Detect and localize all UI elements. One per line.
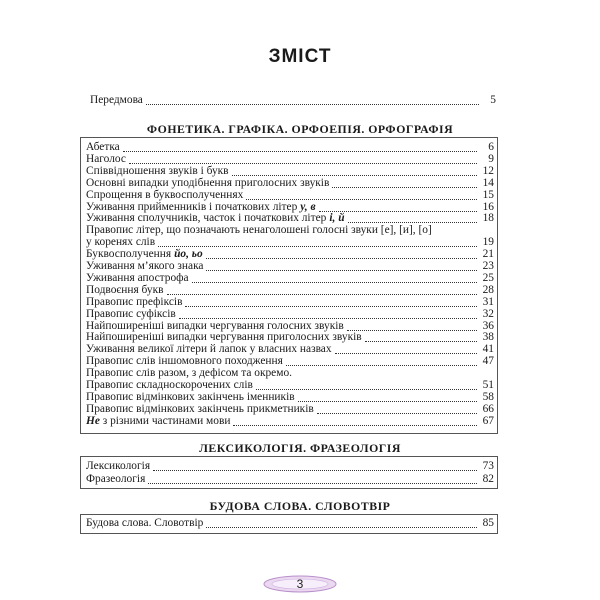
toc-entry-text: Правопис відмінкових закінчень іменників: [86, 390, 295, 403]
leader-dots: [146, 104, 479, 105]
toc-entry[interactable]: [86, 473, 494, 486]
leader-dots: [179, 318, 477, 319]
toc-entry-page: 15: [482, 188, 494, 201]
section-heading-word-formation: БУДОВА СЛОВА. СЛОВОТВІР: [209, 499, 391, 513]
toc-entry[interactable]: [86, 415, 494, 428]
toc-entry-page: 41: [482, 343, 494, 356]
toc-entry-label: [86, 460, 150, 473]
toc-entry-text: Правопис літер, що позначають ненаголошені голосні звуки [е], [и], [о]: [86, 224, 432, 237]
toc-entry-label: [86, 415, 230, 428]
toc-entry-text: Основні випадки уподібнення приголосних звуків: [86, 176, 330, 189]
toc-entry-page: 58: [482, 390, 494, 403]
leader-dots: [185, 306, 477, 307]
toc-entry-page: 47: [482, 355, 494, 368]
page-number: 3: [296, 577, 304, 591]
toc-entry-page: 36: [482, 319, 494, 332]
toc-entry-text: Абетка: [86, 141, 120, 153]
toc-entry-page: 21: [482, 248, 494, 261]
toc-entry[interactable]: [86, 517, 494, 530]
toc-entry-page: 31: [482, 295, 494, 308]
toc-entry-text: Фразеологія: [86, 472, 146, 485]
page-title: ЗМІСТ: [268, 46, 332, 67]
toc-entry-text: Правопис слів разом, з дефісом та окремо.: [86, 367, 292, 380]
leader-dots: [317, 413, 477, 414]
toc-entry-preface[interactable]: [90, 94, 496, 107]
toc-entry-text: Подвоєння букв: [86, 283, 164, 296]
toc-entry-page: 32: [482, 307, 494, 320]
toc-entry-text: Уживання м’якого знака: [86, 260, 204, 272]
leader-dots: [348, 222, 477, 223]
toc-entry-page: 5: [490, 94, 496, 106]
leader-dots: [192, 282, 477, 283]
leader-dots: [347, 330, 477, 331]
leader-dots: [206, 270, 477, 271]
section-heading-phonetics: ФОНЕТИКА. ГРАФІКА. ОРФОЕПІЯ. ОРФОГРАФІЯ: [146, 122, 454, 136]
leader-dots: [129, 163, 477, 164]
toc-entry-text: Найпоширеніші випадки чергування голосних звуків: [86, 319, 344, 332]
leader-dots: [232, 175, 477, 176]
toc-entry-page: 38: [482, 331, 494, 344]
toc-entry-text: Лексикологія: [86, 460, 151, 472]
leader-dots: [167, 294, 477, 295]
toc-entry-text: Буквосполучення: [86, 248, 172, 261]
leader-dots: [246, 199, 477, 200]
toc-entry-page: 16: [482, 200, 494, 213]
toc-entry-text: Будова слова. Словотвір: [86, 517, 204, 529]
toc-entry-label: Передмова: [90, 94, 143, 106]
toc-entry-page: 67: [482, 414, 494, 427]
toc-entry-suffix: йо, ьо: [174, 248, 203, 261]
toc-entry-prefix: Не: [86, 414, 100, 427]
toc-entry-page: 6: [488, 141, 494, 153]
toc-entry-page: 28: [482, 283, 494, 296]
leader-dots: [158, 246, 477, 247]
toc-entry-page: 82: [482, 472, 494, 485]
leader-dots: [286, 365, 477, 366]
toc-entry-page: 85: [482, 517, 494, 529]
toc-entry-suffix: у, в: [300, 200, 316, 213]
toc-entry-text: з різними частинами мови: [99, 414, 231, 427]
toc-entry-text: Правопис слів іншомовного походження: [86, 355, 283, 368]
toc-entry-text: Уживання сполучників, часток і початкових літер: [86, 212, 327, 225]
toc-entry-label: [86, 517, 203, 530]
toc-entry-text: Спрощення в буквосполученнях: [86, 188, 244, 201]
toc-entry-text: Правопис префіксів: [86, 295, 183, 308]
leader-dots: [206, 527, 477, 528]
leader-dots: [153, 470, 477, 471]
toc-entry-page: 23: [482, 260, 494, 272]
toc-entry-text: Наголос: [86, 152, 126, 165]
toc-entry-text: Правопис складноскорочених слів: [86, 379, 253, 391]
leader-dots: [148, 483, 477, 484]
toc-entry-page: 51: [482, 379, 494, 391]
toc-entry-text: Уживання великої літери й лапок у власних назвах: [86, 343, 332, 356]
leader-dots: [319, 211, 477, 212]
leader-dots: [365, 341, 477, 342]
toc-entry-page: 25: [482, 271, 494, 284]
page-number-badge: [260, 573, 340, 595]
leader-dots: [332, 187, 477, 188]
toc-entry[interactable]: [86, 460, 494, 473]
toc-entry-page: 12: [482, 164, 494, 177]
toc-entry-page: 18: [482, 212, 494, 225]
leader-dots: [206, 258, 477, 259]
toc-entry-text: Найпоширеніші випадки чергування приголосних звуків: [86, 331, 362, 344]
section-heading-lexicology: ЛЕКСИКОЛОГІЯ. ФРАЗЕОЛОГІЯ: [199, 441, 401, 455]
toc-entry-page: 73: [482, 460, 494, 472]
toc-entry-text: Уживання прийменників і початкових літер: [86, 200, 298, 213]
toc-entry-text: Співвідношення звуків і букв: [86, 164, 229, 177]
toc-entry-text: Правопис суфіксів: [86, 307, 176, 320]
toc-entry-text: Правопис відмінкових закінчень прикметників: [86, 402, 314, 415]
toc-entry-page: 9: [488, 152, 494, 165]
toc-entry-page: 66: [482, 402, 494, 415]
toc-entry-page: 14: [482, 176, 494, 189]
toc-entry-text: Уживання апострофа: [86, 271, 189, 284]
toc-entry-suffix: і, й: [329, 212, 345, 225]
toc-entry-page: 19: [482, 236, 494, 249]
toc-entry-text: у коренях слів: [86, 236, 156, 249]
leader-dots: [123, 151, 477, 152]
leader-dots: [298, 401, 477, 402]
toc-entry-label: [86, 473, 145, 486]
leader-dots: [335, 353, 477, 354]
leader-dots: [256, 389, 477, 390]
leader-dots: [233, 425, 477, 426]
